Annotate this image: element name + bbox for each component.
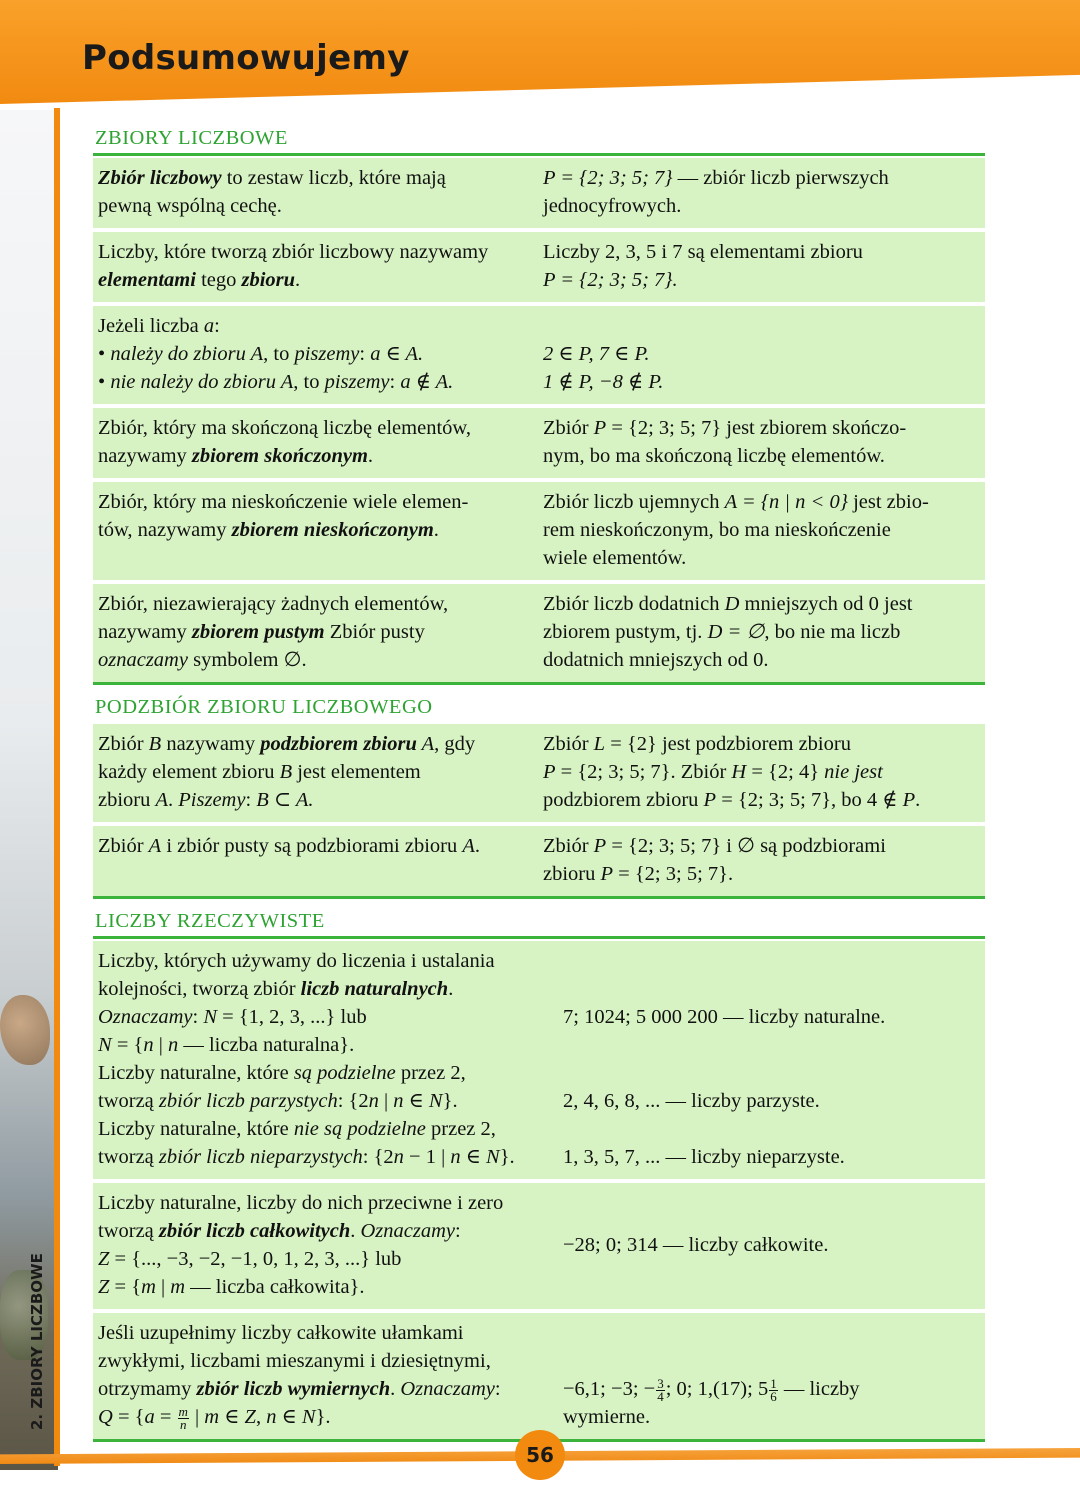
definition-cell: Liczby, które tworzą zbiór liczbowy nazywamy elementami tego zbioru.	[98, 241, 489, 291]
summary-content	[93, 124, 985, 1450]
example-cell: Zbiór liczb dodatnich D mniejszych od 0 jest zbiorem pustym, tj. D = ∅, bo nie ma liczb dodatnich mniejszych od 0.	[543, 593, 913, 671]
definition-cell: Liczby naturalne, liczby do nich przeciwne i zero tworzą zbiór liczb całkowitych. Oznaczamy: Z = {..., −3, −2, −1, 0, 1, 2, 3, ...} lub Z = {m | m — liczba całkowita}.	[98, 1192, 504, 1298]
example-cell: 7; 1024; 5 000 200 — liczby naturalne. 2, 4, 6, 8, ... — liczby parzyste. 1, 3, 5, 7, ... — liczby nieparzyste.	[563, 1006, 886, 1168]
example-cell: Liczby 2, 3, 5 i 7 są elementami zbioru P = {2; 3; 5; 7}.	[543, 241, 863, 291]
section-liczby-rzeczywiste	[93, 907, 985, 1442]
table-row	[93, 1313, 985, 1442]
definition-cell: Zbiór, który ma skończoną liczbę elementów, nazywamy zbiorem skończonym.	[98, 417, 471, 467]
section-title: PODZBIÓR ZBIORU LICZBOWEGO	[95, 696, 433, 718]
definition-cell: Jeśli uzupełnimy liczby całkowite ułamkami zwykłymi, liczbami mieszanymi i dziesiętnymi, otrzymamy zbiór liczb wymiernych. Oznaczamy: Q = {a = $\frac{m}{n}$ | m ∈ Z, n ∈ N}.	[98, 1322, 501, 1432]
page-number: 56	[515, 1430, 565, 1480]
chapter-label: 2. ZBIORY LICZBOWE	[28, 1253, 46, 1430]
table-row	[93, 941, 985, 1179]
example-cell: −28; 0; 314 — liczby całkowite.	[563, 1234, 829, 1256]
section-podzbior	[93, 693, 985, 899]
definition-cell: Zbiór liczbowy to zestaw liczb, które mają pewną wspólną cechę.	[98, 167, 446, 217]
definition-cell: Zbiór, niezawierający żadnych elementów, nazywamy zbiorem pustym Zbiór pusty oznaczamy symbolem ∅.	[98, 593, 449, 671]
table-row	[93, 306, 985, 404]
definition-cell: Liczby, których używamy do liczenia i ustalania kolejności, tworzą zbiór liczb naturalnych. Oznaczamy: N = {1, 2, 3, ...} lub N = {n | n — liczba naturalna}. Liczby naturalne, które są podzielne przez 2, tworzą zbiór liczb parzystych: {2n | n ∈ N}. Liczby naturalne, które nie są podzielne przez 2, tworzą zbiór liczb nieparzystych: {2n − 1 | n ∈ N}.	[98, 950, 515, 1168]
table-row	[93, 482, 985, 580]
example-cell: P = {2; 3; 5; 7} — zbiór liczb pierwszych jednocyfrowych.	[543, 167, 889, 217]
side-orange-stripe	[54, 108, 60, 1466]
definition-cell: Zbiór A i zbiór pusty są podzbiorami zbioru A.	[98, 835, 481, 857]
definition-cell: Zbiór B nazywamy podzbiorem zbioru A, gdy każdy element zbioru B jest elementem zbioru A. Piszemy: B ⊂ A.	[98, 733, 476, 811]
table-row	[93, 1183, 985, 1309]
example-cell: −6,1; −3; − $\frac{3}{4}$ ; 0; 1,(17); 5 $\frac{1}{6}$ — liczby wymierne.	[563, 1375, 860, 1428]
table-row	[93, 232, 985, 302]
fraction-3-4: $\frac{3}{4}$	[657, 1375, 664, 1404]
section-title: LICZBY RZECZYWISTE	[93, 907, 985, 939]
example-cell: Zbiór P = {2; 3; 5; 7} jest zbiorem skończo- nym, bo ma skończoną liczbę elementów.	[543, 417, 907, 467]
definition-cell: Zbiór, który ma nieskończenie wiele elemen- tów, nazywamy zbiorem nieskończonym.	[98, 491, 469, 541]
fraction-1-6: $\frac{1}{6}$	[770, 1375, 777, 1404]
table-row	[93, 408, 985, 478]
example-cell: Zbiór liczb ujemnych A = {n | n < 0} jest zbio- rem nieskończonym, bo ma nieskończenie wiele elementów.	[543, 491, 929, 569]
section-zbiory-liczbowe	[93, 124, 985, 685]
example-cell: Zbiór P = {2; 3; 5; 7} i ∅ są podzbiorami zbioru P = {2; 3; 5; 7}.	[543, 835, 886, 885]
table-row	[93, 724, 985, 822]
fraction-m-n: $\frac{m}{n}$	[178, 1403, 188, 1432]
example-cell: 2 ∈ P, 7 ∈ P. 1 ∉ P, −8 ∉ P.	[543, 343, 664, 393]
example-cell: Zbiór L = {2} jest podzbiorem zbioru P = {2; 3; 5; 7}. Zbiór H = {2; 4} nie jest podzbiorem zbioru P = {2; 3; 5; 7}, bo 4 ∉ P.	[543, 733, 921, 811]
table-row	[93, 158, 985, 228]
table-row	[93, 584, 985, 685]
section-title: ZBIORY LICZBOWE	[93, 124, 985, 156]
table-row	[93, 826, 985, 899]
page-title: Podsumowujemy	[82, 38, 410, 78]
definition-cell: Jeżeli liczba a: • należy do zbioru A, to piszemy: a ∈ A. • nie należy do zbioru A, to piszemy: a ∉ A.	[98, 315, 454, 393]
